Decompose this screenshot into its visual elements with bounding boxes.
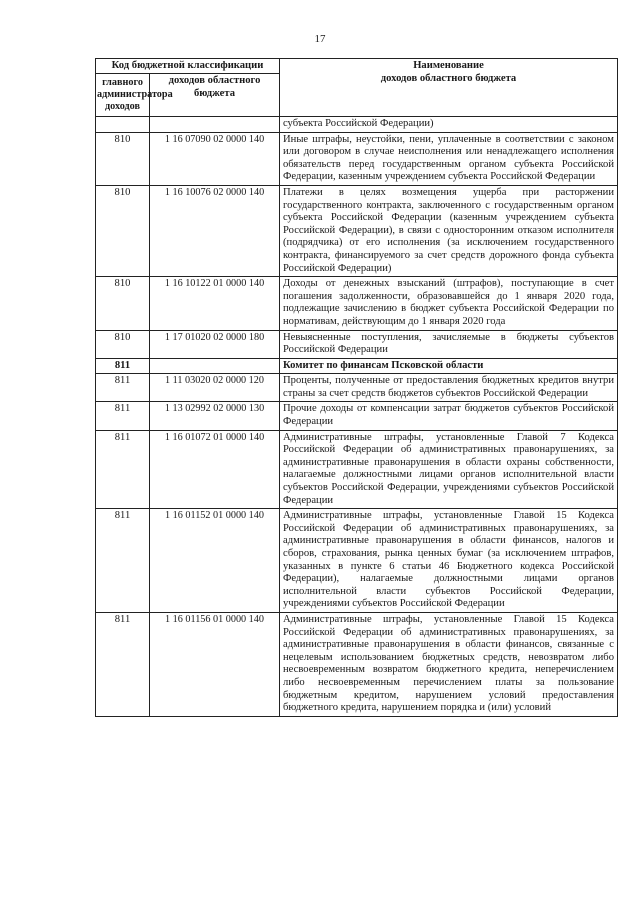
admin-code-cell: 811 (96, 430, 150, 509)
income-code-cell (150, 117, 280, 133)
table-row (96, 277, 618, 330)
admin-code-cell: 811 (96, 374, 150, 402)
admin-code-cell: 810 (96, 330, 150, 358)
income-name-cell: Комитет по финансам Псковской области (280, 358, 618, 374)
income-code-cell (150, 358, 280, 374)
table-row (96, 402, 618, 430)
income-code-cell: 1 11 03020 02 0000 120 (150, 374, 280, 402)
income-code-cell: 1 13 02992 02 0000 130 (150, 402, 280, 430)
header-classification-code: Код бюджетной классификации (96, 59, 280, 74)
income-code-cell: 1 16 01152 01 0000 140 (150, 509, 280, 613)
admin-code-cell: 811 (96, 509, 150, 613)
page-number: 17 (314, 33, 326, 45)
income-name-cell: Административные штрафы, установленные Главой 15 Кодекса Российской Федерации об административных правонарушениях, за административные правонарушения в области финансов, связанные с нецелевым использованием бюджетных средств, невозвратом либо несвоевременным возвратом бюджетного кредита, неперечислением либо несвоевременным перечислением платы за пользование бюджетным кредитом, нарушением условий предоставления бюджетного кредита, нарушением порядка и (или) условий (280, 612, 618, 716)
table-row (96, 612, 618, 716)
admin-code-cell: 810 (96, 185, 150, 276)
header-income-code: доходов областного бюджета (150, 74, 280, 117)
table-row (96, 358, 618, 374)
admin-code-cell: 811 (96, 358, 150, 374)
table-row (96, 185, 618, 276)
header-income-name-line1: Наименование (413, 60, 484, 71)
admin-code-cell: 811 (96, 612, 150, 716)
income-name-cell: Прочие доходы от компенсации затрат бюджетов субъектов Российской Федерации (280, 402, 618, 430)
income-code-cell: 1 16 01072 01 0000 140 (150, 430, 280, 509)
income-name-cell: Административные штрафы, установленные Главой 7 Кодекса Российской Федерации об административных правонарушениях, за административные правонарушения в области охраны собственности, налагаемые должностными лицами органов исполнительной власти субъектов Российской Федерации, учреждениями субъектов Российской Федерации (280, 430, 618, 509)
table-body (96, 117, 618, 717)
income-name-cell: Невыясненные поступления, зачисляемые в бюджеты субъектов Российской Федерации (280, 330, 618, 358)
income-name-cell: Доходы от денежных взысканий (штрафов), поступающие в счет погашения задолженности, образовавшейся до 1 января 2020 года, подлежащие зачислению в бюджет субъекта Российской Федерации по нормативам, действующим до 1 января 2020 года (280, 277, 618, 330)
admin-code-cell: 810 (96, 132, 150, 185)
header-income-name (280, 59, 618, 117)
income-code-cell: 1 16 01156 01 0000 140 (150, 612, 280, 716)
income-code-cell: 1 17 01020 02 0000 180 (150, 330, 280, 358)
table-row (96, 509, 618, 613)
admin-code-cell: 811 (96, 402, 150, 430)
admin-code-cell (96, 117, 150, 133)
header-admin: главного администратора доходов (96, 74, 150, 117)
table-row (96, 330, 618, 358)
admin-code-cell: 810 (96, 277, 150, 330)
income-name-cell: Проценты, полученные от предоставления бюджетных кредитов внутри страны за счет средств бюджетов субъектов Российской Федерации (280, 374, 618, 402)
budget-classification-table (95, 58, 618, 717)
table-row (96, 117, 618, 133)
income-name-cell: субъекта Российской Федерации) (280, 117, 618, 133)
income-code-cell: 1 16 10122 01 0000 140 (150, 277, 280, 330)
income-name-cell: Иные штрафы, неустойки, пени, уплаченные в соответствии с законом или договором в случае неисполнения или ненадлежащего исполнения обязательств перед государственным органом субъекта Российской Федерации, казенным учреждением субъекта Российской Федерации (280, 132, 618, 185)
income-name-cell: Административные штрафы, установленные Главой 15 Кодекса Российской Федерации об административных правонарушениях, за административные правонарушения в области финансов, налогов и сборов, страхования, рынка ценных бумаг (за исключением штрафов, указанных в пункте 6 статьи 46 Бюджетного кодекса Российской Федерации), налагаемые должностными лицами органов исполнительной власти субъектов Российской Федерации, учреждениями субъектов Российской Федерации (280, 509, 618, 613)
table-row (96, 132, 618, 185)
income-code-cell: 1 16 07090 02 0000 140 (150, 132, 280, 185)
table-row (96, 430, 618, 509)
income-code-cell: 1 16 10076 02 0000 140 (150, 185, 280, 276)
table-row (96, 374, 618, 402)
income-name-cell: Платежи в целях возмещения ущерба при расторжении государственного контракта, заключенного с государственным органом субъекта Российской Федерации (казенным учреждением субъекта Российской Федерации), в связи с односторонним отказом исполнителя (подрядчика) от его исполнения (за исключением государственного контракта, финансируемого за счет средств дорожного фонда субъекта Российской Федерации) (280, 185, 618, 276)
header-income-name-line2: доходов областного бюджета (380, 72, 517, 84)
